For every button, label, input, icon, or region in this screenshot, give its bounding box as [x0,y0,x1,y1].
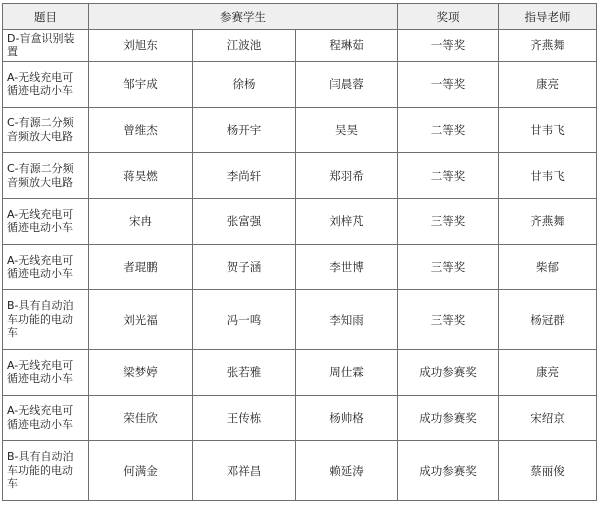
student-cell: 赖延涛 [296,441,398,501]
project-name: A-无线充电可循迹电动小车 [7,358,74,386]
student-cell: 蒋昊燃 [89,153,193,199]
table-row [3,349,597,395]
project-cell [3,107,89,153]
table-row [3,153,597,199]
table-row [3,244,597,290]
award-cell: 三等奖 [398,199,499,245]
student-cell: 曾维杰 [89,107,193,153]
project-cell [3,395,89,441]
table-row [3,61,597,107]
student-cell: 王传栋 [193,395,296,441]
student-cell: 邓祥昌 [193,441,296,501]
project-name: A-无线充电可循迹电动小车 [7,253,74,281]
project-name: A-无线充电可循迹电动小车 [7,70,74,98]
table-row [3,199,597,245]
project-name: A-无线充电可循迹电动小车 [7,207,74,235]
student-cell: 邹宇成 [89,61,193,107]
project-name: D-盲盒识别装置 [7,31,75,59]
student-cell: 吴昊 [296,107,398,153]
header-project: 题目 [3,4,89,30]
student-cell: 杨开宇 [193,107,296,153]
project-cell [3,153,89,199]
award-cell: 三等奖 [398,244,499,290]
student-cell: 周仕霖 [296,349,398,395]
table-row [3,30,597,62]
student-cell: 梁梦婷 [89,349,193,395]
header-row [3,4,597,30]
student-cell: 杨帅格 [296,395,398,441]
award-table [2,3,597,501]
teacher-cell: 齐燕舞 [499,199,597,245]
project-name: A-无线充电可循迹电动小车 [7,404,74,431]
table-row [3,441,597,501]
student-cell: 程琳茹 [296,30,398,62]
student-cell: 闫晨蓉 [296,61,398,107]
award-cell: 一等奖 [398,30,499,62]
student-cell: 者琨鹏 [89,244,193,290]
student-cell: 荣佳欣 [89,395,193,441]
table-row [3,107,597,153]
project-name: C-有源二分频音频放大电路 [7,116,74,143]
student-cell: 张富强 [193,199,296,245]
header-students: 参赛学生 [89,4,398,30]
project-cell [3,441,89,501]
teacher-cell: 康亮 [499,61,597,107]
student-cell: 宋冉 [89,199,193,245]
student-cell: 何满金 [89,441,193,501]
student-cell: 李知雨 [296,290,398,350]
student-cell: 徐杨 [193,61,296,107]
award-cell: 三等奖 [398,290,499,350]
student-cell: 李尚轩 [193,153,296,199]
student-cell: 李世博 [296,244,398,290]
project-cell [3,349,89,395]
award-cell: 二等奖 [398,107,499,153]
header-teacher: 指导老师 [499,4,597,30]
award-cell: 一等奖 [398,61,499,107]
student-cell: 郑羽希 [296,153,398,199]
project-cell [3,199,89,245]
project-cell [3,290,89,350]
student-cell: 张若雅 [193,349,296,395]
award-cell: 成功参赛奖 [398,395,499,441]
student-cell: 刘梓芃 [296,199,398,245]
project-name: B-具有自动泊车功能的电动车 [7,299,74,340]
student-cell: 江波池 [193,30,296,62]
teacher-cell: 柴郁 [499,244,597,290]
award-list-sheet [2,3,596,501]
student-cell: 刘光福 [89,290,193,350]
teacher-cell: 蔡丽俊 [499,441,597,501]
project-cell [3,30,89,62]
teacher-cell: 宋绍京 [499,395,597,441]
student-cell: 贺子涵 [193,244,296,290]
header-award: 奖项 [398,4,499,30]
table-row [3,290,597,350]
project-cell [3,61,89,107]
teacher-cell: 甘韦飞 [499,107,597,153]
project-name: B-具有自动泊车功能的电动车 [7,450,74,491]
student-cell: 冯一鸣 [193,290,296,350]
table-row [3,395,597,441]
project-name: C-有源二分频音频放大电路 [7,162,74,189]
teacher-cell: 甘韦飞 [499,153,597,199]
teacher-cell: 杨冠群 [499,290,597,350]
teacher-cell: 康亮 [499,349,597,395]
award-cell: 成功参赛奖 [398,441,499,501]
award-cell: 二等奖 [398,153,499,199]
award-cell: 成功参赛奖 [398,349,499,395]
project-cell [3,244,89,290]
student-cell: 刘旭东 [89,30,193,62]
teacher-cell: 齐燕舞 [499,30,597,62]
